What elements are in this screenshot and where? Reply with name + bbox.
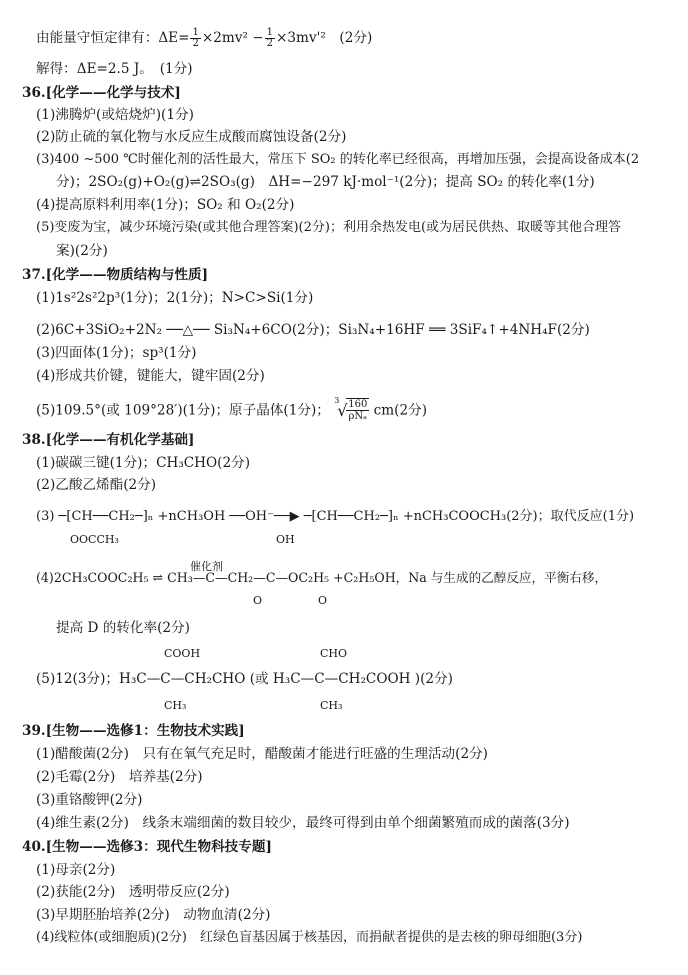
- q39-line-1: (1)醋酸菌(2分) 只有在氧气充足时，醋酸菌才能进行旺盛的生理活动(2分): [36, 746, 488, 762]
- q39-line-4: (4)维生素(2分) 线条末端细菌的数目较少，最终可得到由单个细菌繁殖而成的菌落(3分): [36, 815, 570, 831]
- q38-line-4-oxygen-1: O: [253, 594, 263, 607]
- q37-line-5a: (5)109.5°(或 109°28′)(1分)；原子晶体(1分)；: [36, 402, 330, 419]
- q38-line-5-bottom-1: CH₃: [164, 699, 187, 712]
- energy-eq-part-c: ×3mv'² (2分): [276, 30, 373, 46]
- energy-eq-part-b: ×2mv² −: [201, 30, 264, 46]
- q37-title: 37.[化学——物质结构与性质]: [22, 267, 209, 283]
- q36-line-2: (2)防止硫的氧化物与水反应生成酸而腐蚀设备(2分): [36, 129, 347, 145]
- q38-line-4b: 提高 D 的转化率(2分): [56, 620, 190, 636]
- q38-title: 38.[化学——有机化学基础]: [22, 432, 195, 448]
- energy-result-line: 解得：ΔE=2.5 J。 (1分): [36, 61, 193, 77]
- q40-title: 40.[生物——选修3：现代生物科技专题]: [22, 839, 272, 855]
- q36-title: 36.[化学——化学与技术]: [22, 85, 181, 101]
- q36-line-3a: (3)400 ~500 ℃时催化剂的活性最大，常压下 SO₂ 的转化率已经很高，再增加压强，会提高设备成本(2: [36, 152, 640, 167]
- q38-line-4-oxygen-2: O: [318, 594, 328, 607]
- energy-eq-part-a: 由能量守恒定律有：ΔE=: [36, 30, 190, 46]
- q38-line-3: (3) ─[CH──CH₂─]ₙ +nCH₃OH ──OH⁻──▶ ─[CH──CH₂─]ₙ +nCH₃COOCH₃(2分)；取代反应(1分): [36, 509, 635, 524]
- fraction-half-1: [190, 28, 200, 49]
- q37-line-2: (2)6C+3SiO₂+2N₂ ──△── Si₃N₄+6CO(2分)；Si₃N₄+16HF ══ 3SiF₄↑+4NH₄F(2分): [36, 322, 590, 338]
- q37-line-1: (1)1s²2s²2p³(1分)；2(1分)；N>C>Si(1分): [36, 290, 314, 306]
- q36-line-5b: 案)(2分): [56, 243, 108, 259]
- q38-line-5: (5)12(3分)；H₃C—C—CH₂CHO (或 H₃C—C—CH₂COOH )(2分): [36, 671, 453, 687]
- fraction-half-2: [265, 28, 275, 49]
- q36-line-5a: (5)变废为宝，减少环境污染(或其他合理答案)(2分)；利用余热发电(或为居民供热、取暖等其他合理答: [36, 220, 622, 235]
- q38-line-4: (4)2CH₃COOC₂H₅ ⇌ CH₃—C—CH₂—C—OC₂H₅ +C₂H₅OH，Na 与生成的乙醇反应，平衡右移，: [36, 570, 608, 585]
- q40-line-3: (3)早期胚胎培养(2分) 动物血清(2分): [36, 907, 271, 923]
- q39-title: 39.[生物——选修1：生物技术实践]: [22, 723, 245, 739]
- q38-line-5-bottom-2: CH₃: [320, 699, 343, 712]
- root-den: ρNₐ: [348, 411, 368, 422]
- q38-line-1: (1)碳碳三键(1分)；CH₃CHO(2分): [36, 455, 251, 471]
- root-sign-icon: √: [337, 401, 348, 420]
- q37-line-5b: cm(2分): [373, 402, 427, 419]
- frac-den: 2: [266, 38, 274, 49]
- q38-line-4-condition: 催化剂: [190, 560, 223, 573]
- q39-line-3: (3)重铬酸钾(2分): [36, 792, 143, 808]
- q37-line-3: (3)四面体(1分)；sp³(1分): [36, 345, 197, 361]
- frac-num: 1: [192, 27, 199, 38]
- q38-line-3-substituent-2: OH: [276, 533, 295, 546]
- root-index: 3: [334, 396, 340, 405]
- q36-line-4: (4)提高原料利用率(1分)；SO₂ 和 O₂(2分): [36, 197, 295, 213]
- q36-line-3b: 分)；2SO₂(g)+O₂(g)⇌2SO₃(g) ΔH=−297 kJ·mol⁻¹(2分)；提高 SO₂ 的转化率(1分): [56, 174, 595, 190]
- frac-den: 2: [192, 38, 199, 49]
- q36-line-1: (1)沸腾炉(或焙烧炉)(1分): [36, 107, 194, 123]
- q37-line-5: [36, 398, 427, 424]
- q40-line-4: (4)线粒体(或细胞质)(2分) 红绿色盲基因属于核基因，而捐献者提供的是去核的卵母细胞(3分): [36, 930, 583, 945]
- energy-equation-line: [36, 28, 372, 49]
- q39-line-2: (2)毛霉(2分) 培养基(2分): [36, 769, 203, 785]
- q38-line-5-top-2: CHO: [320, 647, 348, 660]
- q40-line-1: (1)母亲(2分): [36, 862, 116, 878]
- q38-line-5-top-1: COOH: [164, 647, 201, 660]
- cube-root-expression: [334, 398, 369, 424]
- q38-line-2: (2)乙酸乙烯酯(2分): [36, 477, 157, 493]
- q38-line-3-substituent-1: OOCCH₃: [70, 533, 119, 546]
- q37-line-4: (4)形成共价键，键能大，键牢固(2分): [36, 368, 265, 384]
- root-num: 160: [348, 399, 368, 410]
- frac-num: 1: [266, 27, 274, 38]
- q40-line-2: (2)获能(2分) 透明带反应(2分): [36, 884, 230, 900]
